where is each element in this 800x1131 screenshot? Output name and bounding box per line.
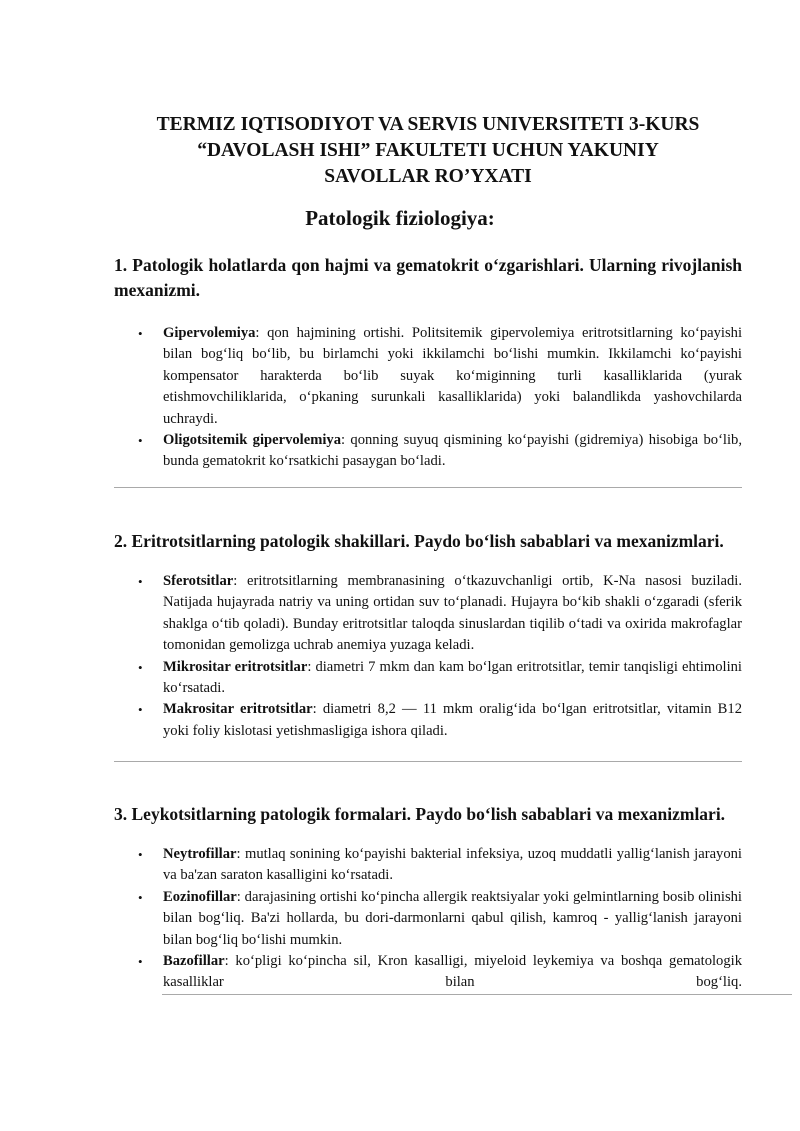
list-item (114, 657, 742, 700)
question-heading: 2. Eritrotsitlarning patologik shakillari. Paydo boʻlish sabablari va mexanizmlari. (114, 531, 724, 551)
document-title (100, 112, 756, 190)
bullet-icon: • (138, 574, 143, 589)
list-item (114, 323, 742, 430)
answer-list (114, 844, 742, 994)
item-term: Mikrositar eritrotsitlar (163, 658, 308, 675)
list-item (114, 951, 742, 994)
answer-list (114, 323, 742, 473)
item-text: : darajasining ortishi koʻpincha allergik reaktsiyalar yoki gelmintlarning bosib olinishi bilan bogʻliq. Ba'zi hollarda, bu dori-darmonlarni qabul qilish, kamroq - yalligʻlanish jarayoni bilan bogʻliq boʻlishi mumkin. (163, 888, 742, 948)
item-term: Makrositar eritrotsitlar (163, 701, 313, 718)
question-section-2 (114, 529, 742, 742)
item-text: : koʻpligi koʻpincha sil, Kron kasalligi, miyeloid leykemiya va boshqa gematologik kasalliklar bilan bogʻliq. (163, 953, 742, 991)
answer-list (114, 571, 742, 742)
subject-heading: Patologik fiziologiya: (305, 206, 495, 230)
bullet-icon: • (138, 326, 143, 341)
item-text: : eritrotsitlarning membranasining oʻtkazuvchanligi ortib, K-Na nasosi buziladi. Natijada hujayrada natriy va uning ortidan suv toʻplanadi. Hujayra boʻkib shakli oʻzgaradi (sferik shaklga oʻtib qoladi). Bunday eritrotsitlar taloqda sinuslardan tiqilib oʻtadi va oxirida makrofaglar tomonidan gemolizga uchrab anemiya yuzaga keladi. (163, 573, 742, 654)
section-divider (162, 994, 792, 995)
item-term: Eozinofillar (163, 888, 237, 905)
question-heading: 1. Patologik holatlarda qon hajmi va gematokrit oʻzgarishlari. Ularning rivojlanish mexanizmi. (114, 255, 742, 300)
item-term: Sferotsitlar (163, 573, 234, 589)
item-term: Gipervolemiya (163, 325, 256, 341)
item-text: : qonning suyuq qismining koʻpayishi (gidremiya) hisobiga boʻlib, bunda gematokrit koʻrsatkichi pasaygan boʻladi. (163, 432, 742, 470)
item-text: : diametri 8,2 — 11 mkm oraligʻida boʻlgan eritrotsitlar, vitamin B12 yoki foliy kislotasi yetishmasligiga ishora qiladi. (163, 701, 742, 739)
title-line: TERMIZ IQTISODIYOT VA SERVIS UNIVERSITETI 3-KURS (156, 114, 700, 135)
title-line: SAVOLLAR RO’YXATI (324, 166, 532, 187)
bullet-icon: • (138, 847, 143, 862)
list-item (114, 844, 742, 887)
item-text: : diametri 7 mkm dan kam boʻlgan eritrotsitlar, temir tanqisligi ehtimolini koʻrsatadi. (163, 658, 742, 697)
bullet-icon: • (138, 433, 143, 449)
bullet-icon: • (138, 659, 143, 675)
section-divider (114, 761, 742, 762)
bullet-icon: • (138, 954, 143, 970)
list-item (114, 430, 742, 473)
question-section-1 (114, 253, 742, 473)
question-section-3 (114, 802, 742, 994)
list-item (114, 887, 742, 951)
question-heading: 3. Leykotsitlarning patologik formalari. Paydo boʻlish sabablari va mexanizmlari. (114, 804, 726, 824)
list-item (114, 571, 742, 657)
item-text: : qon hajmining ortishi. Politsitemik gipervolemiya eritrotsitlarning koʻpayishi bilan bogʻliq boʻlib, bu birlamchi yoki ikkilamchi boʻlishi mumkin. Ikkilamchi koʻpayishi kompensator harakterda boʻlib suyak koʻmiginning turli kasalliklarida (yurak etishmovchiliklarida, oʻpkaning surunkali kasalliklarida) yoki balandlikda yashovchilarda uchraydi. (163, 325, 742, 427)
list-item (114, 699, 742, 742)
item-term: Oligotsitemik gipervolemiya (163, 432, 342, 449)
bullet-icon: • (138, 702, 143, 718)
title-line: “DAVOLASH ISHI” FAKULTETI UCHUN YAKUNIY (197, 140, 659, 161)
item-text: : mutlaq sonining koʻpayishi bakterial infeksiya, uzoq muddatli yalligʻlanish jarayoni va ba'zan saraton kasalligini koʻrsatadi. (163, 846, 742, 884)
section-divider (114, 487, 742, 488)
item-term: Bazofillar (163, 953, 225, 970)
bullet-icon: • (138, 889, 143, 905)
item-term: Neytrofillar (163, 846, 237, 862)
